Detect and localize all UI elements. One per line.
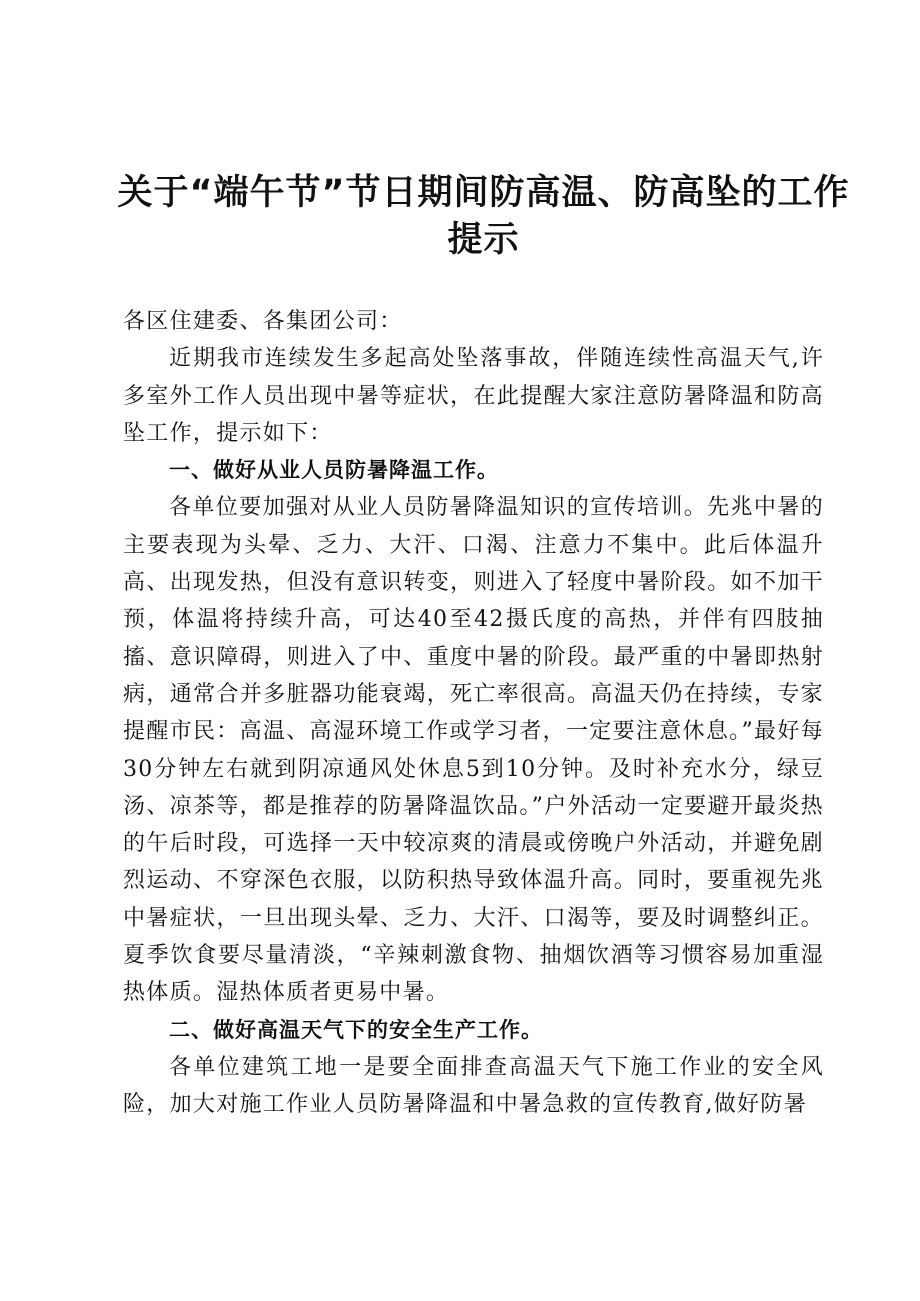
document-title: 关于“端午节”节日期间防高温、防高坠的工作提示: [117, 173, 850, 260]
intro-paragraph: 近期我市连续发生多起高处坠落事故，伴随连续性高温天气,许多室外工作人员出现中暑等症状，在此提醒大家注意防暑降温和防高坠工作，提示如下：: [123, 346, 824, 446]
section-body-2: 各单位建筑工地一是要全面排查高温天气下施工作业的安全风险，加大对施工作业人员防暑降温和中暑急救的宣传教育,做好防暑: [123, 1054, 824, 1118]
section-heading-2: 二、做好高温天气下的安全生产工作。: [169, 1017, 543, 1042]
section-heading-1: 一、做好从业人员防暑降温工作。: [169, 458, 499, 483]
title-spacer: [123, 264, 824, 303]
salutation: 各区住建委、各集团公司：: [123, 309, 403, 334]
section-body-1: 各单位要加强对从业人员防暑降温知识的宣传培训。先兆中暑的主要表现为头晕、乏力、大汗、口渴、注意力不集中。此后体温升高、出现发热，但没有意识转变，则进入了轻度中暑阶段。如不加干预，体温将持续升高，可达40至42摄氏度的高热，并伴有四肢抽搐、意识障碍，则进入了中、重度中暑的阶段。最严重的中暑即热射病，通常合并多脏器功能衰竭，死亡率很高。高温天仍在持续，专家提醒市民：高温、高湿环境工作或学习者，一定要注意休息。”最好每30分钟左右就到阴凉通风处休息5到10分钟。及时补充水分，绿豆汤、凉茶等，都是推荐的防暑降温饮品。”户外活动一定要避开最炎热的午后时段，可选择一天中较凉爽的清晨或傍晚户外活动，并避免剧烈运动、不穿深色衣服，以防积热导致体温升高。同时，要重视先兆中暑症状，一旦出现头晕、乏力、大汗、口渴等，要及时调整纠正。夏季饮食要尽量清淡，“辛辣刺激食物、抽烟饮酒等习惯容易加重湿热体质。湿热体质者更易中暑。: [123, 495, 824, 1006]
